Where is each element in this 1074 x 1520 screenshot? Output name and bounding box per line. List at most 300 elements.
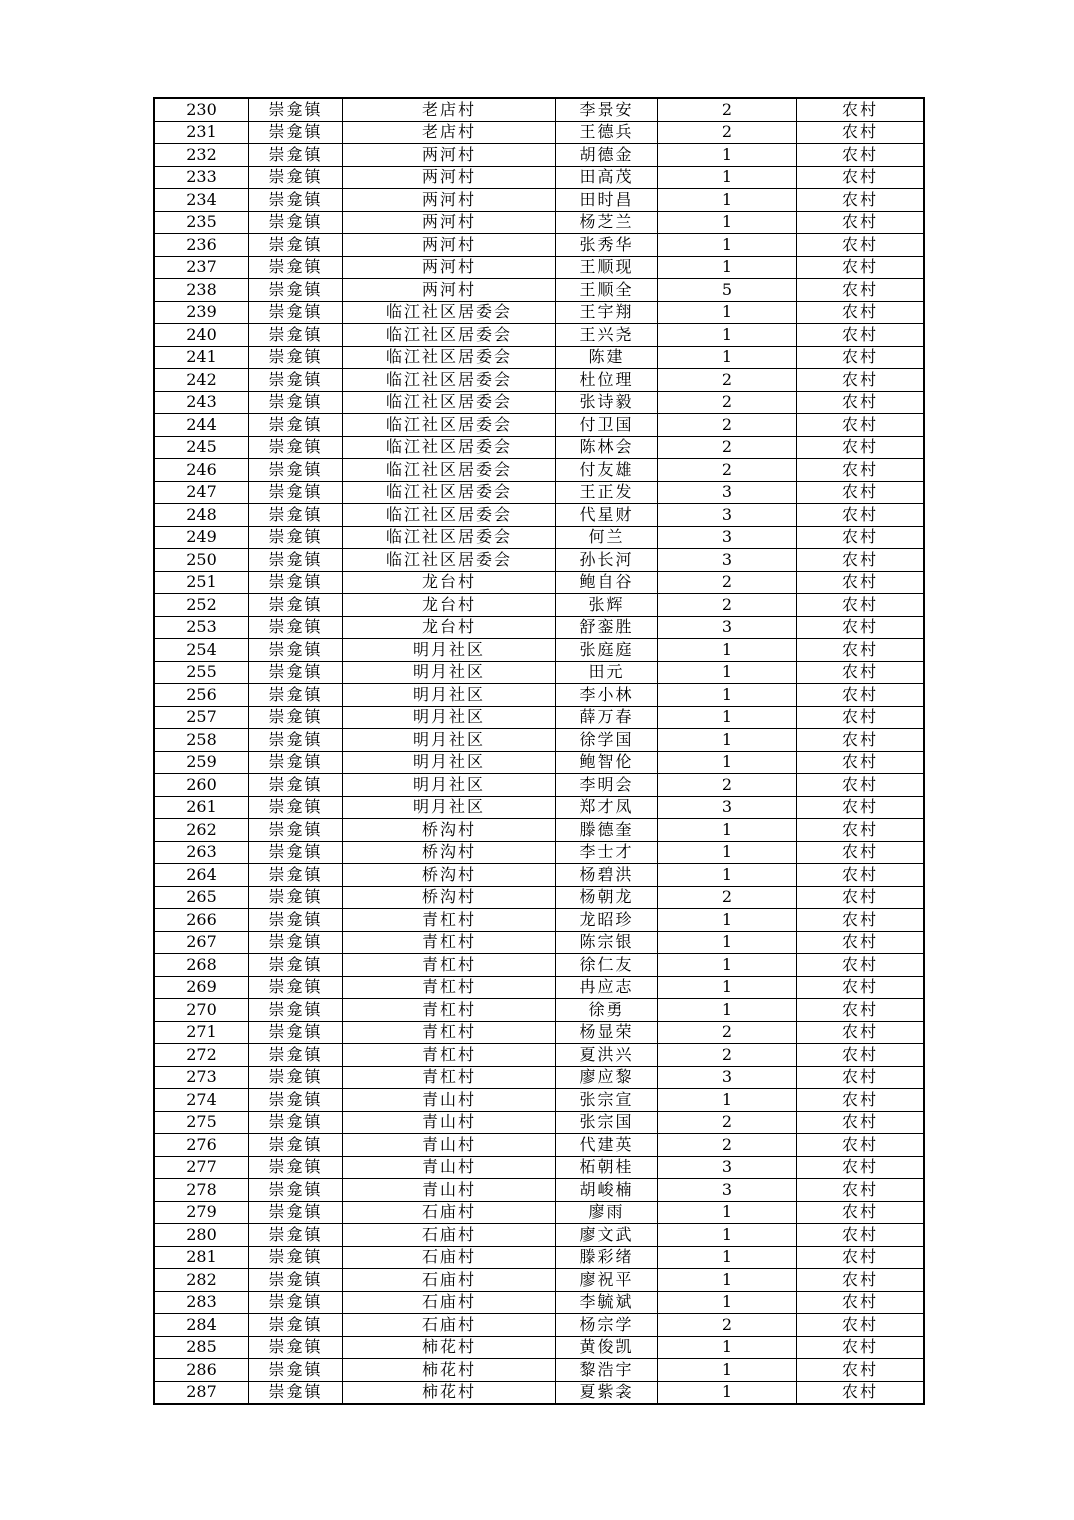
row-number-cell: 233: [154, 166, 249, 189]
row-number-cell: 284: [154, 1314, 249, 1337]
type-cell: 农村: [797, 639, 925, 662]
row-number-cell: 256: [154, 684, 249, 707]
town-cell: 崇龛镇: [249, 1359, 343, 1382]
town-cell: 崇龛镇: [249, 481, 343, 504]
village-cell: 明月社区: [343, 751, 556, 774]
table-row: [154, 751, 924, 774]
count-cell: 1: [658, 819, 797, 842]
type-cell: 农村: [797, 1066, 925, 1089]
count-cell: 3: [658, 616, 797, 639]
town-cell: 崇龛镇: [249, 504, 343, 527]
town-cell: 崇龛镇: [249, 1291, 343, 1314]
row-number-cell: 261: [154, 796, 249, 819]
row-number-cell: 252: [154, 594, 249, 617]
row-number-cell: 265: [154, 886, 249, 909]
count-cell: 1: [658, 211, 797, 234]
name-cell: 王宇翔: [556, 301, 658, 324]
name-cell: 徐学国: [556, 729, 658, 752]
town-cell: 崇龛镇: [249, 1021, 343, 1044]
name-cell: 李毓斌: [556, 1291, 658, 1314]
count-cell: 2: [658, 369, 797, 392]
table-row: [154, 1359, 924, 1382]
count-cell: 2: [658, 1314, 797, 1337]
village-cell: 明月社区: [343, 729, 556, 752]
village-cell: 老店村: [343, 121, 556, 144]
town-cell: 崇龛镇: [249, 954, 343, 977]
name-cell: 廖祝平: [556, 1269, 658, 1292]
type-cell: 农村: [797, 729, 925, 752]
name-cell: 廖文武: [556, 1224, 658, 1247]
village-cell: 老店村: [343, 98, 556, 121]
village-cell: 两河村: [343, 256, 556, 279]
village-cell: 明月社区: [343, 684, 556, 707]
count-cell: 1: [658, 1246, 797, 1269]
row-number-cell: 255: [154, 661, 249, 684]
type-cell: 农村: [797, 684, 925, 707]
town-cell: 崇龛镇: [249, 774, 343, 797]
row-number-cell: 236: [154, 234, 249, 257]
type-cell: 农村: [797, 1224, 925, 1247]
count-cell: 2: [658, 391, 797, 414]
count-cell: 3: [658, 504, 797, 527]
village-cell: 龙台村: [343, 594, 556, 617]
type-cell: 农村: [797, 481, 925, 504]
count-cell: 1: [658, 706, 797, 729]
name-cell: 郑才凤: [556, 796, 658, 819]
row-number-cell: 241: [154, 346, 249, 369]
type-cell: 农村: [797, 98, 925, 121]
table-row: [154, 639, 924, 662]
type-cell: 农村: [797, 166, 925, 189]
row-number-cell: 278: [154, 1179, 249, 1202]
name-cell: 代建英: [556, 1134, 658, 1157]
town-cell: 崇龛镇: [249, 526, 343, 549]
town-cell: 崇龛镇: [249, 1269, 343, 1292]
village-cell: 青杠村: [343, 1044, 556, 1067]
name-cell: 陈宗银: [556, 931, 658, 954]
count-cell: 1: [658, 999, 797, 1022]
row-number-cell: 268: [154, 954, 249, 977]
row-number-cell: 249: [154, 526, 249, 549]
count-cell: 1: [658, 976, 797, 999]
count-cell: 1: [658, 931, 797, 954]
name-cell: 付友雄: [556, 459, 658, 482]
count-cell: 1: [658, 841, 797, 864]
name-cell: 杨显荣: [556, 1021, 658, 1044]
count-cell: 1: [658, 144, 797, 167]
town-cell: 崇龛镇: [249, 1111, 343, 1134]
row-number-cell: 262: [154, 819, 249, 842]
type-cell: 农村: [797, 391, 925, 414]
village-cell: 龙台村: [343, 616, 556, 639]
row-number-cell: 246: [154, 459, 249, 482]
name-cell: 王正发: [556, 481, 658, 504]
table-row: [154, 1179, 924, 1202]
type-cell: 农村: [797, 864, 925, 887]
table-row: [154, 616, 924, 639]
village-cell: 石庙村: [343, 1291, 556, 1314]
table-row: [154, 1089, 924, 1112]
type-cell: 农村: [797, 211, 925, 234]
table-row: [154, 369, 924, 392]
table-row: [154, 684, 924, 707]
table-row: [154, 1291, 924, 1314]
count-cell: 1: [658, 1359, 797, 1382]
village-cell: 青杠村: [343, 976, 556, 999]
table-row: [154, 819, 924, 842]
count-cell: 3: [658, 1156, 797, 1179]
name-cell: 杨宗学: [556, 1314, 658, 1337]
town-cell: 崇龛镇: [249, 684, 343, 707]
village-cell: 桥沟村: [343, 886, 556, 909]
name-cell: 黄俊凯: [556, 1336, 658, 1359]
village-cell: 临江社区居委会: [343, 346, 556, 369]
row-number-cell: 271: [154, 1021, 249, 1044]
count-cell: 1: [658, 324, 797, 347]
row-number-cell: 237: [154, 256, 249, 279]
name-cell: 何兰: [556, 526, 658, 549]
table-row: [154, 234, 924, 257]
type-cell: 农村: [797, 549, 925, 572]
table-row: [154, 954, 924, 977]
name-cell: 田元: [556, 661, 658, 684]
table-row: [154, 98, 924, 121]
roster-table-body: [154, 98, 924, 1404]
type-cell: 农村: [797, 796, 925, 819]
count-cell: 1: [658, 1269, 797, 1292]
village-cell: 柿花村: [343, 1336, 556, 1359]
table-row: [154, 346, 924, 369]
type-cell: 农村: [797, 954, 925, 977]
name-cell: 王顺现: [556, 256, 658, 279]
count-cell: 2: [658, 571, 797, 594]
row-number-cell: 231: [154, 121, 249, 144]
type-cell: 农村: [797, 436, 925, 459]
row-number-cell: 234: [154, 189, 249, 212]
row-number-cell: 259: [154, 751, 249, 774]
count-cell: 1: [658, 864, 797, 887]
row-number-cell: 263: [154, 841, 249, 864]
count-cell: 1: [658, 751, 797, 774]
type-cell: 农村: [797, 1044, 925, 1067]
count-cell: 1: [658, 1224, 797, 1247]
type-cell: 农村: [797, 1089, 925, 1112]
count-cell: 1: [658, 1089, 797, 1112]
row-number-cell: 270: [154, 999, 249, 1022]
type-cell: 农村: [797, 1111, 925, 1134]
village-cell: 明月社区: [343, 774, 556, 797]
name-cell: 李小林: [556, 684, 658, 707]
row-number-cell: 239: [154, 301, 249, 324]
type-cell: 农村: [797, 931, 925, 954]
village-cell: 临江社区居委会: [343, 481, 556, 504]
row-number-cell: 282: [154, 1269, 249, 1292]
row-number-cell: 260: [154, 774, 249, 797]
table-row: [154, 1201, 924, 1224]
table-row: [154, 301, 924, 324]
village-cell: 两河村: [343, 211, 556, 234]
town-cell: 崇龛镇: [249, 414, 343, 437]
table-row: [154, 549, 924, 572]
name-cell: 李明会: [556, 774, 658, 797]
count-cell: 1: [658, 1336, 797, 1359]
type-cell: 农村: [797, 1314, 925, 1337]
village-cell: 两河村: [343, 189, 556, 212]
row-number-cell: 244: [154, 414, 249, 437]
name-cell: 王兴尧: [556, 324, 658, 347]
town-cell: 崇龛镇: [249, 279, 343, 302]
count-cell: 1: [658, 346, 797, 369]
village-cell: 临江社区居委会: [343, 436, 556, 459]
row-number-cell: 279: [154, 1201, 249, 1224]
type-cell: 农村: [797, 1134, 925, 1157]
town-cell: 崇龛镇: [249, 369, 343, 392]
name-cell: 李景安: [556, 98, 658, 121]
type-cell: 农村: [797, 1291, 925, 1314]
row-number-cell: 251: [154, 571, 249, 594]
name-cell: 滕彩绪: [556, 1246, 658, 1269]
table-row: [154, 1314, 924, 1337]
table-row: [154, 774, 924, 797]
table-row: [154, 661, 924, 684]
row-number-cell: 285: [154, 1336, 249, 1359]
type-cell: 农村: [797, 234, 925, 257]
row-number-cell: 273: [154, 1066, 249, 1089]
town-cell: 崇龛镇: [249, 144, 343, 167]
count-cell: 2: [658, 98, 797, 121]
town-cell: 崇龛镇: [249, 571, 343, 594]
name-cell: 鲍自谷: [556, 571, 658, 594]
village-cell: 临江社区居委会: [343, 414, 556, 437]
town-cell: 崇龛镇: [249, 549, 343, 572]
table-row: [154, 931, 924, 954]
village-cell: 明月社区: [343, 661, 556, 684]
village-cell: 明月社区: [343, 796, 556, 819]
type-cell: 农村: [797, 751, 925, 774]
town-cell: 崇龛镇: [249, 594, 343, 617]
table-row: [154, 1246, 924, 1269]
town-cell: 崇龛镇: [249, 976, 343, 999]
name-cell: 龙昭珍: [556, 909, 658, 932]
row-number-cell: 235: [154, 211, 249, 234]
count-cell: 2: [658, 594, 797, 617]
name-cell: 胡德金: [556, 144, 658, 167]
row-number-cell: 274: [154, 1089, 249, 1112]
table-row: [154, 121, 924, 144]
table-row: [154, 1021, 924, 1044]
type-cell: 农村: [797, 1359, 925, 1382]
row-number-cell: 280: [154, 1224, 249, 1247]
count-cell: 3: [658, 481, 797, 504]
village-cell: 临江社区居委会: [343, 301, 556, 324]
town-cell: 崇龛镇: [249, 1246, 343, 1269]
town-cell: 崇龛镇: [249, 211, 343, 234]
type-cell: 农村: [797, 1021, 925, 1044]
name-cell: 张诗毅: [556, 391, 658, 414]
table-row: [154, 1381, 924, 1404]
village-cell: 青杠村: [343, 999, 556, 1022]
count-cell: 3: [658, 549, 797, 572]
type-cell: 农村: [797, 526, 925, 549]
town-cell: 崇龛镇: [249, 121, 343, 144]
town-cell: 崇龛镇: [249, 886, 343, 909]
type-cell: 农村: [797, 999, 925, 1022]
row-number-cell: 242: [154, 369, 249, 392]
count-cell: 3: [658, 526, 797, 549]
row-number-cell: 283: [154, 1291, 249, 1314]
count-cell: 1: [658, 301, 797, 324]
village-cell: 临江社区居委会: [343, 504, 556, 527]
table-row: [154, 211, 924, 234]
name-cell: 杨朝龙: [556, 886, 658, 909]
town-cell: 崇龛镇: [249, 819, 343, 842]
row-number-cell: 269: [154, 976, 249, 999]
village-cell: 两河村: [343, 279, 556, 302]
row-number-cell: 264: [154, 864, 249, 887]
town-cell: 崇龛镇: [249, 1179, 343, 1202]
row-number-cell: 277: [154, 1156, 249, 1179]
village-cell: 两河村: [343, 234, 556, 257]
town-cell: 崇龛镇: [249, 864, 343, 887]
table-row: [154, 1224, 924, 1247]
name-cell: 田时昌: [556, 189, 658, 212]
town-cell: 崇龛镇: [249, 796, 343, 819]
type-cell: 农村: [797, 414, 925, 437]
type-cell: 农村: [797, 121, 925, 144]
town-cell: 崇龛镇: [249, 931, 343, 954]
count-cell: 2: [658, 436, 797, 459]
town-cell: 崇龛镇: [249, 706, 343, 729]
count-cell: 1: [658, 166, 797, 189]
name-cell: 黎浩宇: [556, 1359, 658, 1382]
count-cell: 2: [658, 121, 797, 144]
table-row: [154, 279, 924, 302]
row-number-cell: 258: [154, 729, 249, 752]
name-cell: 李士才: [556, 841, 658, 864]
type-cell: 农村: [797, 1156, 925, 1179]
village-cell: 桥沟村: [343, 819, 556, 842]
name-cell: 冉应志: [556, 976, 658, 999]
table-row: [154, 504, 924, 527]
type-cell: 农村: [797, 841, 925, 864]
village-cell: 临江社区居委会: [343, 369, 556, 392]
row-number-cell: 243: [154, 391, 249, 414]
type-cell: 农村: [797, 706, 925, 729]
village-cell: 临江社区居委会: [343, 549, 556, 572]
type-cell: 农村: [797, 616, 925, 639]
town-cell: 崇龛镇: [249, 301, 343, 324]
table-row: [154, 999, 924, 1022]
count-cell: 3: [658, 1179, 797, 1202]
name-cell: 杨碧洪: [556, 864, 658, 887]
name-cell: 田高茂: [556, 166, 658, 189]
type-cell: 农村: [797, 1269, 925, 1292]
village-cell: 青杠村: [343, 909, 556, 932]
count-cell: 1: [658, 234, 797, 257]
count-cell: 2: [658, 886, 797, 909]
name-cell: 徐仁友: [556, 954, 658, 977]
row-number-cell: 281: [154, 1246, 249, 1269]
type-cell: 农村: [797, 819, 925, 842]
town-cell: 崇龛镇: [249, 999, 343, 1022]
village-cell: 青杠村: [343, 1066, 556, 1089]
name-cell: 王顺全: [556, 279, 658, 302]
table-row: [154, 1336, 924, 1359]
count-cell: 2: [658, 1134, 797, 1157]
table-row: [154, 909, 924, 932]
count-cell: 1: [658, 1201, 797, 1224]
village-cell: 龙台村: [343, 571, 556, 594]
village-cell: 青山村: [343, 1089, 556, 1112]
count-cell: 1: [658, 189, 797, 212]
row-number-cell: 287: [154, 1381, 249, 1404]
village-cell: 青杠村: [343, 931, 556, 954]
count-cell: 1: [658, 909, 797, 932]
table-row: [154, 1044, 924, 1067]
row-number-cell: 254: [154, 639, 249, 662]
table-row: [154, 436, 924, 459]
town-cell: 崇龛镇: [249, 234, 343, 257]
name-cell: 夏洪兴: [556, 1044, 658, 1067]
row-number-cell: 247: [154, 481, 249, 504]
count-cell: 2: [658, 459, 797, 482]
town-cell: 崇龛镇: [249, 639, 343, 662]
type-cell: 农村: [797, 886, 925, 909]
table-row: [154, 1269, 924, 1292]
table-row: [154, 256, 924, 279]
row-number-cell: 240: [154, 324, 249, 347]
table-row: [154, 189, 924, 212]
type-cell: 农村: [797, 976, 925, 999]
table-row: [154, 1111, 924, 1134]
table-row: [154, 1134, 924, 1157]
name-cell: 柘朝桂: [556, 1156, 658, 1179]
name-cell: 王德兵: [556, 121, 658, 144]
name-cell: 代星财: [556, 504, 658, 527]
name-cell: 鲍智伦: [556, 751, 658, 774]
type-cell: 农村: [797, 459, 925, 482]
village-cell: 青山村: [343, 1111, 556, 1134]
count-cell: 1: [658, 954, 797, 977]
village-cell: 石庙村: [343, 1224, 556, 1247]
table-row: [154, 391, 924, 414]
count-cell: 2: [658, 1044, 797, 1067]
name-cell: 胡峻楠: [556, 1179, 658, 1202]
village-cell: 青杠村: [343, 1021, 556, 1044]
table-row: [154, 324, 924, 347]
name-cell: 徐勇: [556, 999, 658, 1022]
name-cell: 张宗国: [556, 1111, 658, 1134]
row-number-cell: 266: [154, 909, 249, 932]
name-cell: 杜位理: [556, 369, 658, 392]
type-cell: 农村: [797, 571, 925, 594]
name-cell: 陈林会: [556, 436, 658, 459]
type-cell: 农村: [797, 256, 925, 279]
town-cell: 崇龛镇: [249, 909, 343, 932]
type-cell: 农村: [797, 1336, 925, 1359]
village-cell: 石庙村: [343, 1201, 556, 1224]
village-cell: 青山村: [343, 1134, 556, 1157]
village-cell: 临江社区居委会: [343, 526, 556, 549]
name-cell: 薛万春: [556, 706, 658, 729]
row-number-cell: 232: [154, 144, 249, 167]
count-cell: 5: [658, 279, 797, 302]
count-cell: 3: [658, 1066, 797, 1089]
row-number-cell: 248: [154, 504, 249, 527]
village-cell: 临江社区居委会: [343, 391, 556, 414]
town-cell: 崇龛镇: [249, 256, 343, 279]
town-cell: 崇龛镇: [249, 166, 343, 189]
